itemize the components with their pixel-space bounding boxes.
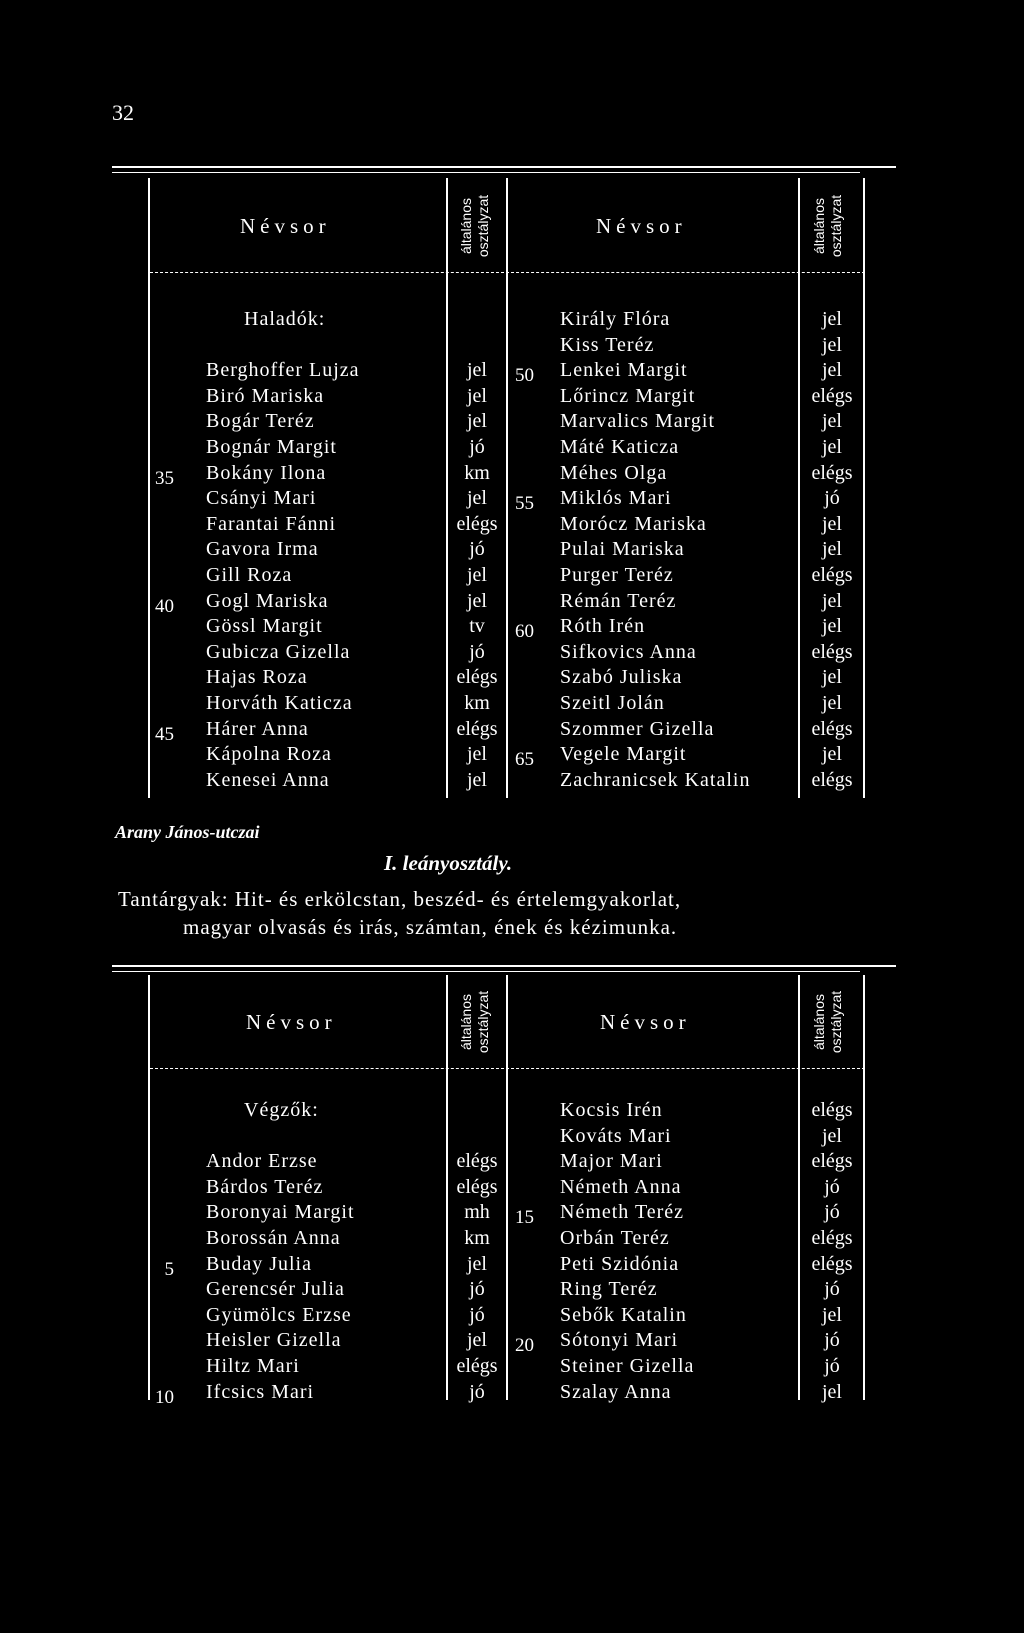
student-name: Bárdos Teréz <box>206 1175 324 1198</box>
student-grade: elégs <box>456 1175 498 1198</box>
row-number: 65 <box>515 749 534 771</box>
student-name: Kocsis Irén <box>560 1099 663 1121</box>
roster-row <box>0 562 1024 588</box>
student-grade: jel <box>822 1124 842 1147</box>
student-name: Németh Anna <box>560 1175 682 1198</box>
roster-row <box>0 1276 1024 1302</box>
roster-row <box>0 1225 1024 1251</box>
student-name: Buday Julia <box>206 1252 312 1275</box>
student-grade: elégs <box>811 1150 853 1173</box>
student-grade: jel <box>822 538 842 561</box>
table-2-header-grade-left: általános osztályzat <box>458 990 491 1054</box>
student-grade: jó <box>824 1329 840 1352</box>
student-grade: jó <box>824 1175 840 1198</box>
subjects-line-2: magyar olvasás és irás, számtan, ének és kézimunka. <box>183 915 678 939</box>
roster-row <box>0 357 1024 387</box>
student-grade: jel <box>822 333 842 356</box>
student-name: Lőrincz Margit <box>560 384 696 407</box>
student-grade: jel <box>822 743 842 766</box>
student-name: Gerencsér Julia <box>206 1278 345 1301</box>
table-1-header-grade-right: általános osztályzat <box>811 194 844 258</box>
row-number: 40 <box>155 595 174 617</box>
student-name: Méhes Olga <box>560 461 668 484</box>
student-grade: jel <box>467 410 487 433</box>
student-name: Csányi Mari <box>206 487 317 510</box>
roster-row <box>0 613 1024 643</box>
student-grade: jó <box>824 1355 840 1377</box>
student-grade: jel <box>467 1252 487 1275</box>
student-grade: jel <box>822 589 842 612</box>
student-name: Horváth Katicza <box>206 692 353 714</box>
student-grade: elégs <box>811 640 853 663</box>
student-name: Orbán Teréz <box>560 1227 670 1249</box>
table-2-header-name-left: Névsor <box>246 1010 337 1034</box>
student-grade: jel <box>822 410 842 433</box>
student-name: Boronyai Margit <box>206 1201 355 1224</box>
student-grade: elégs <box>811 1099 853 1121</box>
student-name: Lenkei Margit <box>560 359 688 382</box>
student-grade: jel <box>467 589 487 612</box>
student-grade: elégs <box>811 1252 853 1275</box>
student-name: Zachranicsek Katalin <box>560 768 751 791</box>
student-name: Berghoffer Lujza <box>206 359 360 382</box>
student-grade: elégs <box>811 461 853 484</box>
student-name: Biró Mariska <box>206 384 325 407</box>
student-name: Bokány Ilona <box>206 461 327 484</box>
student-name: Morócz Mariska <box>560 512 707 535</box>
table-2-header-name-right: Névsor <box>600 1010 691 1034</box>
student-name: Andor Erzse <box>206 1150 318 1173</box>
roster-row <box>0 1174 1024 1200</box>
table-1-header-grade-left: általános osztályzat <box>458 194 491 258</box>
student-name: Ring Teréz <box>560 1278 658 1301</box>
student-grade: jel <box>822 1303 842 1326</box>
roster-row <box>0 383 1024 409</box>
student-grade: elégs <box>456 717 498 740</box>
student-name: Haladók: <box>244 308 326 330</box>
student-name: Szalay Anna <box>560 1380 672 1403</box>
roster-row <box>0 639 1024 665</box>
table-1-top-rule <box>112 166 896 168</box>
student-name: Miklós Mari <box>560 487 672 510</box>
student-name: Gavora Irma <box>206 538 319 561</box>
roster-row <box>0 1148 1024 1174</box>
student-name: Róth Irén <box>560 615 646 638</box>
row-number: 45 <box>155 723 174 745</box>
student-grade: km <box>464 1227 490 1249</box>
roster-row <box>0 1379 1024 1405</box>
student-grade: jó <box>824 487 840 510</box>
student-grade: jel <box>822 615 842 638</box>
student-name: Kenesei Anna <box>206 768 330 791</box>
roster-row <box>0 1327 1024 1357</box>
student-name: Gössl Margit <box>206 615 323 638</box>
student-grade: jó <box>469 1380 485 1403</box>
student-name: Ifcsics Mari <box>206 1380 315 1403</box>
student-name: Bogár Teréz <box>206 410 315 433</box>
table-2-top-rule <box>112 965 896 967</box>
roster-row <box>0 1199 1024 1229</box>
roster-row <box>0 332 1024 358</box>
student-name: Sótonyi Mari <box>560 1329 679 1352</box>
student-grade: elégs <box>811 1227 853 1249</box>
school-street: Arany János-utczai <box>115 822 260 842</box>
student-name: Végzők: <box>244 1099 319 1121</box>
table-2-header-grade-right: általános osztályzat <box>811 990 844 1054</box>
student-name: Marvalics Margit <box>560 410 716 433</box>
student-grade: jel <box>822 436 842 458</box>
student-grade: km <box>464 692 490 714</box>
student-grade: jó <box>824 1201 840 1224</box>
student-grade: jel <box>822 308 842 330</box>
student-name: Szabó Juliska <box>560 666 683 689</box>
roster-row <box>0 1251 1024 1277</box>
student-grade: jel <box>822 1380 842 1403</box>
student-grade: jel <box>467 359 487 382</box>
roster-row <box>0 1097 1024 1123</box>
student-name: Sifkovics Anna <box>560 640 697 663</box>
student-grade: jel <box>822 666 842 689</box>
roster-row <box>0 664 1024 690</box>
roster-row <box>0 1302 1024 1328</box>
student-grade: jó <box>824 1278 840 1301</box>
student-grade: elégs <box>456 512 498 535</box>
student-name: Vegele Margit <box>560 743 687 766</box>
student-grade: jel <box>822 512 842 535</box>
roster-row <box>0 690 1024 716</box>
student-name: Steiner Gizella <box>560 1355 695 1377</box>
roster-row <box>0 485 1024 515</box>
row-number: 5 <box>164 1258 174 1280</box>
student-name: Szeitl Jolán <box>560 692 665 714</box>
student-grade: elégs <box>456 666 498 689</box>
student-grade: elégs <box>811 717 853 740</box>
student-name: Pulai Mariska <box>560 538 685 561</box>
roster-row <box>0 588 1024 614</box>
student-grade: jel <box>822 692 842 714</box>
roster-row <box>0 460 1024 486</box>
row-number: 60 <box>515 621 534 643</box>
roster-row <box>0 716 1024 742</box>
student-grade: jel <box>467 384 487 407</box>
row-number: 50 <box>515 365 534 387</box>
table-2-top-rule-thin <box>112 971 860 972</box>
row-number: 35 <box>155 467 174 489</box>
student-name: Hiltz Mari <box>206 1355 300 1377</box>
roster-row <box>0 408 1024 434</box>
student-grade: jó <box>469 1278 485 1301</box>
row-number: 20 <box>515 1335 534 1357</box>
table-1-header-name-left: Névsor <box>240 214 331 238</box>
student-grade: km <box>464 461 490 484</box>
table-1-header-name-right: Névsor <box>596 214 687 238</box>
table-1-top-rule-thin <box>112 172 860 173</box>
roster-row <box>0 741 1024 771</box>
student-grade: elégs <box>456 1355 498 1377</box>
roster-row <box>0 511 1024 537</box>
student-grade: jel <box>467 564 487 586</box>
student-grade: jel <box>467 1329 487 1352</box>
roster-row <box>0 536 1024 562</box>
student-name: Gogl Mariska <box>206 589 329 612</box>
student-grade: elégs <box>456 1150 498 1173</box>
row-number: 10 <box>155 1386 174 1408</box>
student-grade: elégs <box>811 384 853 407</box>
student-grade: jó <box>469 538 485 561</box>
student-grade: elégs <box>811 768 853 791</box>
student-grade: jó <box>469 640 485 663</box>
student-grade: jel <box>467 743 487 766</box>
roster-row <box>0 1353 1024 1379</box>
page-number: 32 <box>112 100 134 125</box>
student-name: Kováts Mari <box>560 1124 672 1147</box>
student-name: Németh Teréz <box>560 1201 685 1224</box>
student-name: Bognár Margit <box>206 436 337 458</box>
roster-row <box>0 306 1024 332</box>
student-name: Király Flóra <box>560 308 671 330</box>
student-name: Gubicza Gizella <box>206 640 351 663</box>
student-grade: jó <box>469 1303 485 1326</box>
student-name: Sebők Katalin <box>560 1303 687 1326</box>
student-grade: jel <box>467 768 487 791</box>
roster-row <box>0 434 1024 460</box>
student-name: Hárer Anna <box>206 717 309 740</box>
student-name: Kiss Teréz <box>560 333 655 356</box>
student-name: Borossán Anna <box>206 1227 341 1249</box>
student-grade: elégs <box>811 564 853 586</box>
student-name: Gyümölcs Erzse <box>206 1303 352 1326</box>
student-name: Szommer Gizella <box>560 717 715 740</box>
subjects-line-1: Tantárgyak: Hit- és erkölcstan, beszéd- és értelemgyakorlat, <box>118 887 682 911</box>
student-name: Purger Teréz <box>560 564 674 586</box>
roster-row <box>0 1123 1024 1149</box>
student-name: Peti Szidónia <box>560 1252 680 1275</box>
student-name: Major Mari <box>560 1150 663 1173</box>
student-grade: tv <box>469 615 485 638</box>
student-grade: mh <box>464 1201 490 1224</box>
student-grade: jó <box>469 436 485 458</box>
student-name: Farantai Fánni <box>206 512 337 535</box>
student-name: Hajas Roza <box>206 666 308 689</box>
student-name: Rémán Teréz <box>560 589 677 612</box>
student-name: Kápolna Roza <box>206 743 332 766</box>
class-title: I. leányosztály. <box>384 851 513 875</box>
student-name: Heisler Gizella <box>206 1329 342 1352</box>
student-grade: jel <box>467 487 487 510</box>
roster-row <box>0 767 1024 793</box>
student-grade: jel <box>822 359 842 382</box>
student-name: Gill Roza <box>206 564 293 586</box>
row-number: 55 <box>515 493 534 515</box>
row-number: 15 <box>515 1207 534 1229</box>
student-name: Máté Katicza <box>560 436 680 458</box>
